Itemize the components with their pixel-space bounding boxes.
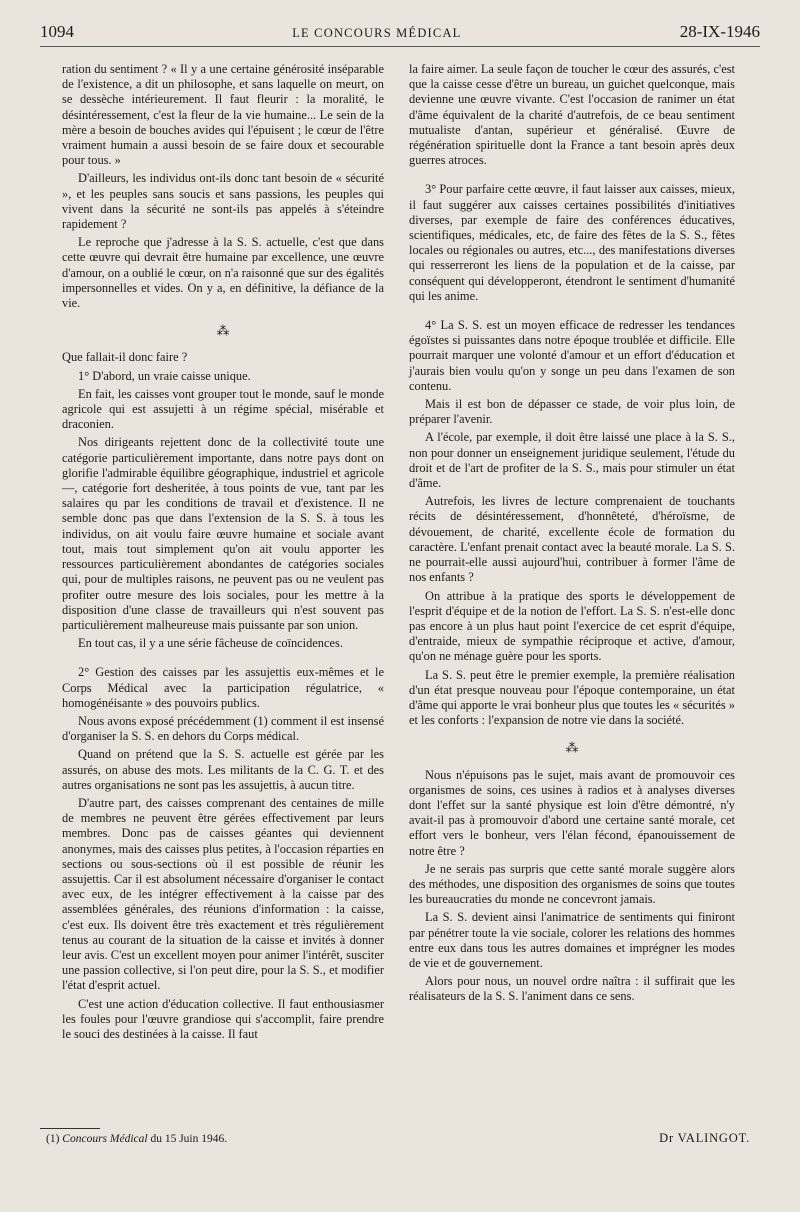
paragraph: 1° D'abord, un vraie caisse unique.	[78, 368, 251, 383]
paragraph: Quand on prétend que la S. S. actuelle est gérée par les assurés, on abuse des mots. Les militants de la C. G. T. et des autres organisations ne sont pas les assujettis, à aucun titre.	[62, 747, 384, 792]
paragraph: D'ailleurs, les individus ont-ils donc tant besoin de « sécurité », et les peuples sans soucis et sans passions, les peuples qui vivent dans la sécurité ne sont-ils pas appelés à s'éteindre rapidement ?	[62, 171, 384, 232]
paragraph: D'autre part, des caisses comprenant des centaines de mille de membres ne peuvent être gérées effectivement par leurs membres. Donc pas de caisses géantes qui deviennent anonymes, mais des caisses plus petites, à l'occasion réparties en sections ou sous-sections où il est possible de réunir les assujettis. Car il est absolument nécessaire d'organiser le contact avec eux, de les intégrer effectivement à la caisse par des assemblées générales, des réunions d'information : la caisse, c'est eux. Ils doivent être très exactement et très régulièrement tenus au courant de la situation de la caisse et invités à donner leur avis. C'est un excellent moyen pour animer l'intérêt, susciter une passion collective, si l'on peut dire, pour la S. S., et modifier l'état d'esprit actuel.	[62, 795, 384, 993]
footnote-source: Concours Médical	[62, 1133, 148, 1145]
paragraph: Autrefois, les livres de lecture comprenaient de touchants récits de désintéressement, d'honnêteté, d'héroïsme, de dévouement, de charité, excellente école de formation du caractère. L'enfant prenait contact avec la beauté morale. La S. S. ne pourrait-elle aussi aujourd'hui, contribuer à former l'âme de nos enfants ?	[409, 494, 735, 585]
paragraph: Mais il est bon de dépasser ce stade, de voir plus loin, de préparer l'avenir.	[409, 397, 735, 427]
section-separator: ⁂	[565, 740, 579, 756]
paragraph: Que fallait-il donc faire ?	[62, 350, 188, 365]
page-number: 1094	[40, 22, 74, 41]
footnote-rule	[40, 1128, 100, 1129]
journal-title: LE CONCOURS MÉDICAL	[292, 26, 462, 40]
paragraph: En tout cas, il y a une série fâcheuse de coïncidences.	[78, 636, 343, 651]
page-header	[40, 22, 760, 47]
paragraph: En fait, les caisses vont grouper tout le monde, sauf le monde agricole qui est assujetti à un régime spécial, misérable et draconien.	[62, 386, 384, 432]
left-column	[62, 62, 384, 1045]
paragraph: 3° Pour parfaire cette œuvre, il faut laisser aux caisses, mieux, il faut suggérer aux caisses certaines possibilités d'initiatives diverses, par exemple de faire des conférences éducatives, scientifiques, médicales, etc, de faire des fêtes de la S. S., fêtes locales ou régionales ou autres, etc..., des manifestations diverses qui resserreront les liens de la population et de la caisse, par conséquent qui développeront, étendront le sentiment d'humanité qui les anime.	[409, 182, 735, 303]
right-column	[409, 62, 735, 1008]
footnote	[46, 1133, 227, 1145]
paragraph: ration du sentiment ? « Il y a une certaine générosité inséparable de l'existence, a dit un philosophe, et sans laquelle on meurt, on se dessèche intérieurement. Il faut fleurir : la moralité, le désintéressement, c'est la fleur de la vie humaine... Le sein de la mère a besoin de bouches avides qui l'épuisent ; le cœur de l'être vraiment humain a aussi besoin de se faire doux et secourable pour tous. »	[62, 62, 384, 168]
paragraph: Le reproche que j'adresse à la S. S. actuelle, c'est que dans cette œuvre qui devrait être humaine par excellence, une œuvre d'amour, on a oublié le cœur, on n'a raisonné que sur des égalités impersonnelles et vides. On y a, en définitive, la défiance de la vie.	[62, 235, 384, 311]
issue-date: 28-IX-1946	[679, 22, 760, 41]
paragraph: Nous avons exposé précédemment (1) comment il est insensé d'organiser la S. S. en dehors du Corps médical.	[62, 713, 384, 744]
paragraph: Alors pour nous, un nouvel ordre naîtra : il suffirait que les réalisateurs de la S. S. l'animent dans ce sens.	[409, 974, 735, 1004]
paragraph: la faire aimer. La seule façon de toucher le cœur des assurés, c'est que la caisse cesse d'être un bureau, un guichet quelconque, mais devienne une œuvre vivante. C'est l'occasion de ranimer un état d'âme équivalent de la charité d'autrefois, de ce beau sentiment mutualiste d'antan, supérieur et généralisé. Œuvre de régénération spirituelle dont la France a tant besoin après deux guerres atroces.	[409, 62, 735, 168]
author-signature: Dr VALINGOT.	[659, 1131, 750, 1145]
paragraph: 2° Gestion des caisses par les assujettis eux-mêmes et le Corps Médical avec la participation régulatrice, « homogénéisante » des pouvoirs publics.	[62, 665, 384, 710]
paragraph: Nos dirigeants rejettent donc de la collectivité toute une catégorie particulièrement importante, dans notre pays dont on glorifie l'admirable équilibre géographique, industriel et agricole —, catégorie fort desheritée, à tous points de vue, tant par les salaires qu par les conditions de travail et d'existence. Il ne semble donc pas que dans l'extension de la S. S. à tous les individus, on ait voulu faire œuvre humaine et sociale avant tout, mais tout simplement qu'on ait voulu apporter les ressources particulièrement abondantes de catégories sociales qui, pour de multiples raisons, ne peuvent pas ou ne veulent pas profiter outre mesure des lois sociales, pour les mettre à la disposition d'une classe de travailleurs qui n'est souvent pas particulièrement malheureuse mais puissante par son union.	[62, 435, 384, 632]
footnote-number: (1)	[46, 1133, 60, 1145]
section-separator: ⁂	[216, 323, 230, 339]
paragraph: La S. S. devient ainsi l'animatrice de sentiments qui finiront par pénétrer toute la vie sociale, colorer les relations des hommes entre eux dans tous les autres domaines et imprégner les modes de vie et de gouvernement.	[409, 910, 735, 970]
paragraph: C'est une action d'éducation collective. Il faut enthousiasmer les foules pour l'œuvre grandiose qui s'accomplit, faire prendre le souci des destinées à la caisse. Il faut	[62, 996, 384, 1041]
paragraph: A l'école, par exemple, il doit être laissé une place à la S. S., non pour donner un enseignement juridique seulement, l'étude du droit et de l'art de profiter de la S. S., mais pour stimuler un état d'âme.	[409, 430, 735, 491]
paragraph: Je ne serais pas surpris que cette santé morale suggère alors des méthodes, une disposition des organismes de soins que toutes les bureaucraties du monde ne concevront jamais.	[409, 861, 735, 907]
paragraph: La S. S. peut être le premier exemple, la première réalisation d'un état presque nouveau pour l'époque contemporaine, un état d'âme qui apporte le vrai bonheur plus que toutes les « sécurités » et les conforts : l'expansion de notre vie dans la société.	[409, 667, 735, 728]
paragraph: On attribue à la pratique des sports le développement de l'esprit d'équipe et de la notion de l'effort. La S. S. n'est-elle donc pas encore à un plus haut point l'exercice de cet esprit d'équipe, d'entraide, mieux de sympathie réciproque et active, d'amour, qu'on ne ménage guère pour les sports.	[409, 588, 735, 664]
paragraph: Nous n'épuisons pas le sujet, mais avant de promouvoir ces organismes de soins, ces usines à radios et à analyses diverses dont l'effet sur la santé physique est loin d'être démontré, n'y avait-il pas à promouvoir d'abord une certaine santé morale, cet effort vers le bonheur, vers l'élan fécond, épanouissement de notre être ?	[409, 767, 735, 858]
footnote-text: du 15 Juin 1946.	[150, 1133, 228, 1145]
paragraph: 4° La S. S. est un moyen efficace de redresser les tendances égoïstes si puissantes dans notre époque troublée et difficile. Elle pourrait marquer une volonté d'amour et un effort d'éducation et j'aurais bien voulu qu'on y songe un peu dans l'examen de son contenu.	[409, 318, 735, 393]
